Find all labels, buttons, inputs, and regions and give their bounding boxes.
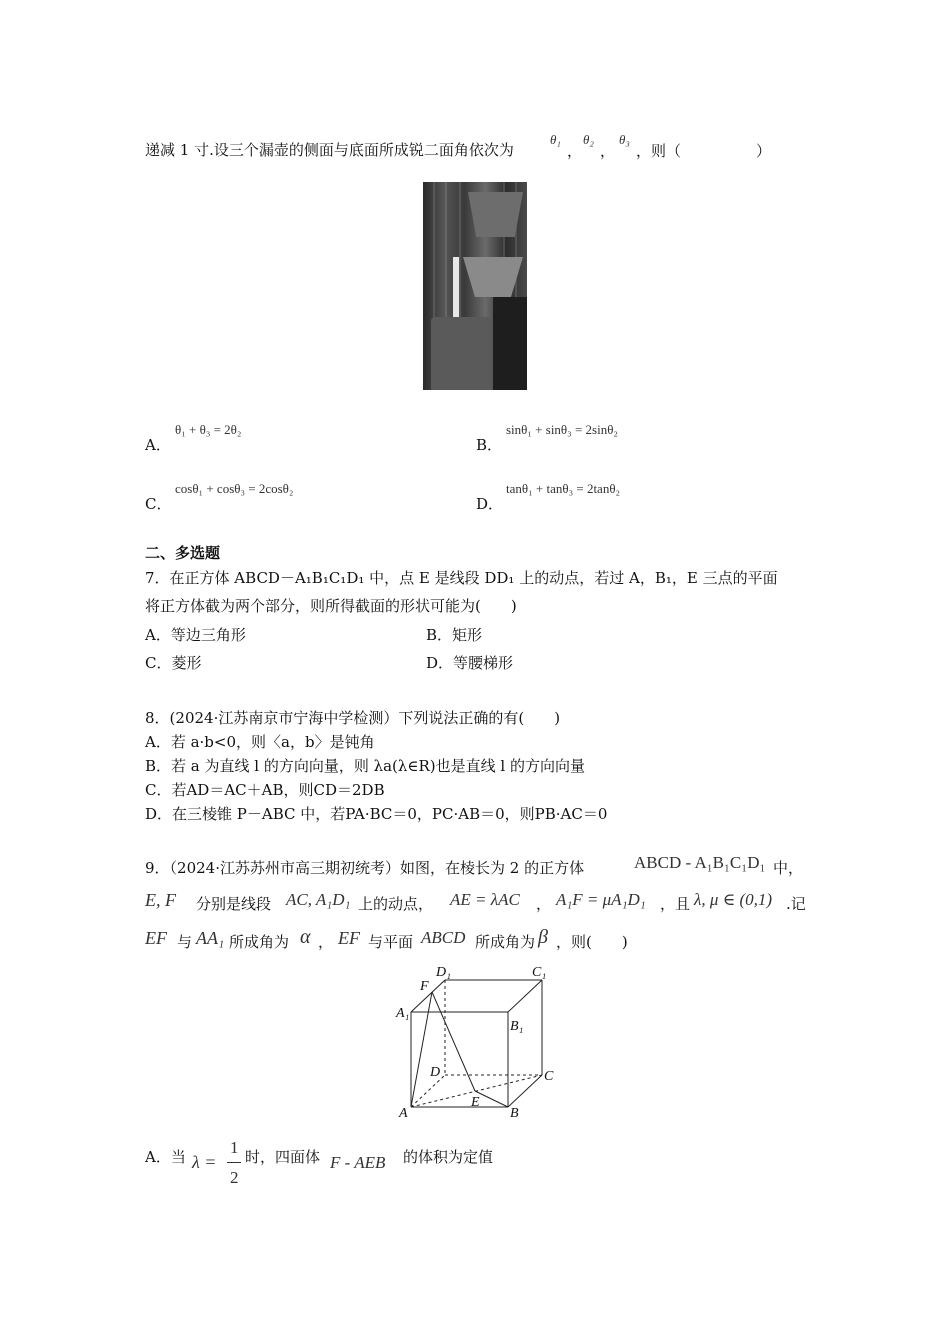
- label-b: B: [510, 1106, 519, 1121]
- q6-option-a-label: A．: [145, 436, 171, 454]
- label-b1: B₁: [510, 1019, 524, 1034]
- q6-option-c: cosθ₁ + cosθ₃ = 2cosθ₂: [175, 481, 294, 496]
- edge-b1c1: [508, 980, 542, 1012]
- label-a: A: [399, 1106, 408, 1121]
- label-c1: C₁: [532, 965, 547, 980]
- q9-alpha: α: [300, 926, 311, 948]
- q9-a1f-eq: A₁F = μA₁D₁: [556, 890, 646, 909]
- q9-line2-text-1: 分别是线段: [196, 895, 272, 913]
- q9-option-a-denominator: 2: [230, 1168, 239, 1187]
- q9-line1-text: 9．（2024·江苏苏州市高三期初统考）如图，在棱长为 2 的正方体: [145, 859, 585, 877]
- q7-option-d: D．等腰梯形: [426, 654, 514, 672]
- q9-line3-comma: ，: [318, 933, 334, 951]
- q7-option-c: C．菱形: [145, 654, 202, 672]
- q8-stem: 8．(2024·江苏南京市宁海中学检测）下列说法正确的有( ): [145, 709, 561, 727]
- water-clock-photo: [423, 182, 527, 390]
- q9-option-a-mid: 时，四面体: [245, 1148, 321, 1166]
- q6-stem-line: [145, 140, 514, 160]
- q6-option-b: sinθ₁ + sinθ₃ = 2sinθ₂: [506, 422, 618, 437]
- q9-beta: β: [538, 926, 548, 948]
- q9-ae-eq: AE = λAC: [450, 890, 520, 909]
- q9-plane: ABCD: [421, 928, 466, 947]
- q9-line2-end: .记: [786, 895, 806, 913]
- label-f: F: [420, 979, 429, 994]
- label-c: C: [544, 1069, 554, 1084]
- q8-option-d: D．在三棱锥 P－ABC 中，若PA·BC＝0，PC·AB＝0，则PB·AC＝0: [145, 805, 608, 823]
- q8-option-a: A．若 a·b<0，则〈a，b〉是钝角: [145, 733, 375, 751]
- q8-option-c: C．若AD＝AC＋AB，则CD＝2DB: [145, 781, 385, 799]
- q6-theta2: θ₂: [583, 132, 594, 147]
- q6-option-a: θ₁ + θ₃ = 2θ₂: [175, 422, 242, 437]
- q7-line2: 将正方体截为两个部分，则所得截面的形状可能为( ): [145, 597, 517, 615]
- q9-line2-text-3: ，且: [660, 895, 691, 913]
- cube-figure: [390, 960, 565, 1125]
- q9-cube-name: ABCD - A₁B₁C₁D₁: [634, 853, 766, 872]
- edge-bc: [508, 1075, 542, 1107]
- q6-option-d: tanθ₁ + tanθ₃ = 2tanθ₂: [506, 481, 621, 496]
- q9-option-a-label: A．当: [145, 1148, 186, 1166]
- q6-theta3: θ₃: [619, 132, 630, 147]
- q8-option-b: B．若 a 为直线 l 的方向向量，则 λa(λ∈R)也是直线 l 的方向向量: [145, 757, 585, 775]
- q6-comma-2: ，: [600, 142, 616, 160]
- label-d: D: [430, 1065, 441, 1080]
- label-a1: A₁: [396, 1006, 410, 1021]
- q6-option-d-label: D．: [476, 495, 504, 513]
- q6-stem-text: 递减 1 寸.设三个漏壶的侧面与底面所成锐二面角依次为: [145, 141, 514, 159]
- label-d1: D₁: [436, 965, 451, 980]
- fraction-bar: [227, 1162, 241, 1163]
- q6-option-b-label: B．: [476, 436, 503, 454]
- q6-option-c-label: C．: [145, 495, 172, 513]
- q9-option-a-end: 的体积为定值: [403, 1148, 494, 1166]
- q9-line3-end: ，则( ): [556, 933, 628, 951]
- q9-line2-comma: ，: [536, 895, 552, 913]
- q7-option-b: B．矩形: [426, 626, 483, 644]
- segment-eb: [475, 1091, 508, 1107]
- q7-option-a: A．等边三角形: [145, 626, 246, 644]
- q9-line3-text-4: 所成角为: [475, 933, 536, 951]
- q7-line1: 7．在正方体 ABCD－A₁B₁C₁D₁ 中，点 E 是线段 DD₁ 上的动点，若过 A，B₁，E 三点的平面: [145, 569, 778, 587]
- q9-option-a-tetra: F - AEB: [330, 1153, 386, 1172]
- section-title: 二、多选题: [145, 544, 221, 562]
- q9-line3-text-1: 与: [177, 933, 193, 951]
- q9-option-a-numerator: 1: [230, 1138, 239, 1157]
- q9-lambda-mu-range: λ, μ ∈ (0,1): [694, 890, 773, 909]
- q9-ef-3: EF: [338, 928, 360, 948]
- q9-option-a-lambda: λ =: [192, 1152, 217, 1172]
- q9-ef: E, F: [145, 890, 176, 910]
- q9-segments: AC, A₁D₁: [286, 890, 351, 909]
- q9-line3-text-3: 与平面: [368, 933, 414, 951]
- label-e: E: [471, 1095, 480, 1110]
- q6-comma-1: ，: [567, 142, 583, 160]
- q9-ef-2: EF: [145, 928, 167, 948]
- q9-line1-end: 中，: [773, 859, 804, 877]
- q6-stem-end: ，则（ ）: [636, 142, 772, 160]
- q9-line3-text-2: 所成角为: [229, 933, 290, 951]
- q9-aa1: AA₁: [196, 928, 225, 948]
- q6-theta1: θ₁: [550, 132, 561, 147]
- q9-line2-text-2: 上的动点，: [358, 895, 434, 913]
